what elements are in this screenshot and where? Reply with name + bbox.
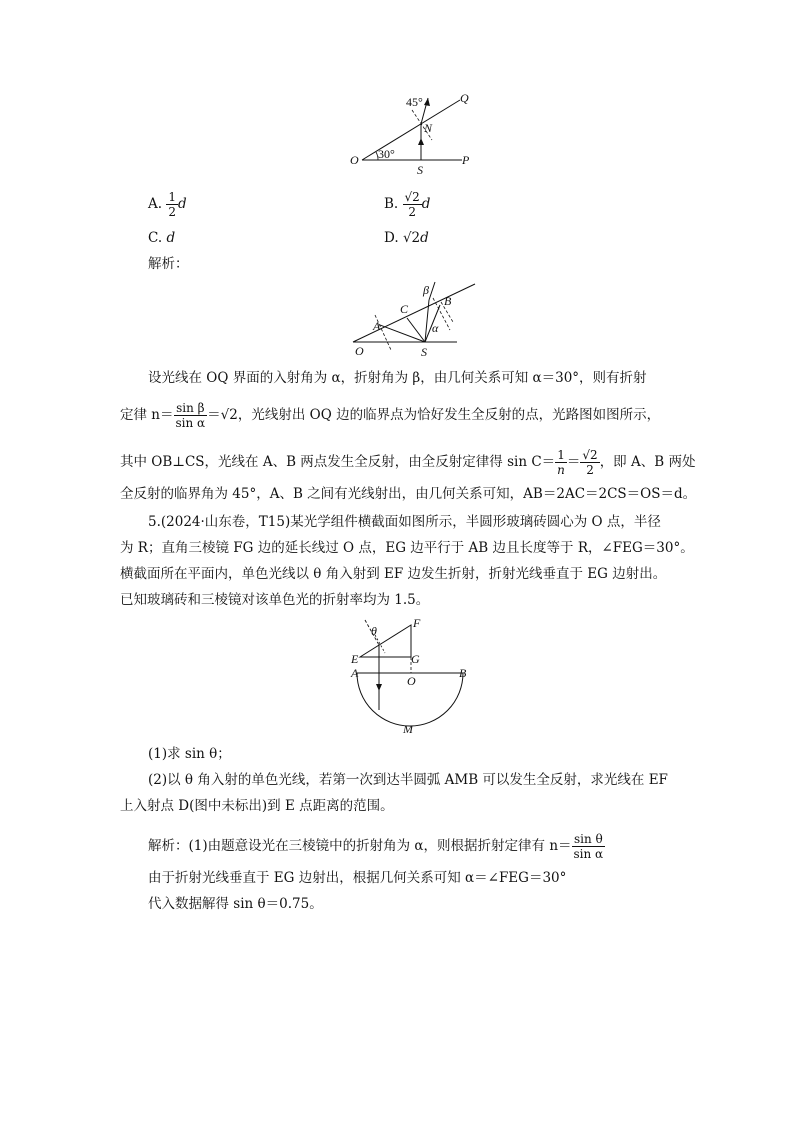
- label-O: O: [407, 674, 416, 688]
- solution-line2: 由于折射光线垂直于 EG 边射出，根据几何关系可知 α＝∠FEG＝30°: [148, 870, 567, 886]
- figure-3-diagram: [345, 615, 475, 735]
- option-a: A. $\frac{1}{2}$ d: [148, 190, 187, 219]
- label-beta: β: [423, 283, 429, 297]
- figure-1-diagram: [340, 90, 480, 180]
- label-theta: θ: [371, 624, 377, 638]
- label-O: O: [355, 344, 364, 358]
- label-O: O: [350, 153, 359, 167]
- label-S: S: [417, 163, 423, 177]
- label-E: E: [351, 652, 359, 666]
- solution-line3: 代入数据解得 sin θ＝0.75。: [148, 896, 323, 912]
- option-b: B. $\frac{√2}{2}$ d: [384, 190, 431, 219]
- para1-line1: 设光线在 OQ 界面的入射角为 α，折射角为 β，由几何关系可知 α＝30°，则有折射: [148, 370, 647, 386]
- label-F: F: [413, 616, 421, 630]
- label-A: A: [373, 319, 381, 333]
- label-S: S: [421, 345, 427, 359]
- para1-line4: 全反射的临界角为 45°，A、B 之间有光线射出，由几何关系可知，AB＝2AC＝2CS＝OS＝d。: [120, 486, 697, 502]
- problem5-line2: 为 R；直角三棱镜 FG 边的延长线过 O 点，EG 边平行于 AB 边且长度等于 R，∠FEG＝30°。: [120, 540, 694, 556]
- prism-EFG: [360, 625, 411, 657]
- label-B: B: [459, 666, 467, 680]
- problem5-line4: 已知玻璃砖和三棱镜对该单色光的折射率均为 1.5。: [120, 592, 430, 608]
- exit-arrow: [424, 98, 430, 106]
- analysis-label-1: 解析：: [148, 256, 189, 272]
- line-OB: [353, 284, 475, 342]
- option-d: D. √2d: [384, 230, 429, 246]
- question-2-line2: 上入射点 D(图中未标出)到 E 点距离的范围。: [120, 798, 394, 814]
- option-c: C. d: [148, 230, 176, 246]
- label-Q: Q: [460, 91, 469, 105]
- solution-line1: 解析：(1)由题意设光在三棱镜中的折射角为 α，则根据折射定律有 n＝ $\frac{\text{sin θ}}{\text{sin α}}$: [148, 832, 604, 861]
- label-B: B: [444, 294, 452, 308]
- label-alpha: α: [432, 321, 439, 335]
- problem5-line1: 5.(2024·山东卷，T15)某光学组件横截面如图所示，半圆形玻璃砖圆心为 O 点，半径: [148, 514, 661, 530]
- label-45: 45°: [406, 95, 423, 109]
- para1-line2: 定律 n＝ $\frac{\text{sin β}}{\text{sin α}}$ ＝√2，光线射出 OQ 边的临界点为恰好发生全反射的点，光路图如图所示，: [120, 401, 661, 430]
- label-M: M: [403, 722, 413, 735]
- label-P: P: [462, 153, 470, 167]
- question-2-line1: (2)以 θ 角入射的单色光线，若第一次到达半圆弧 AMB 可以发生全反射，求光线在 EF: [148, 772, 668, 788]
- figure-2-diagram: [345, 280, 480, 360]
- problem5-line3: 横截面所在平面内，单色光线以 θ 角入射到 EF 边发生折射，折射光线垂直于 EG 边射出。: [120, 566, 667, 582]
- question-1: (1)求 sin θ；: [148, 746, 231, 762]
- line-OQ: [362, 100, 460, 160]
- ray-arrow: [418, 138, 424, 145]
- para1-line3: 其中 OB⊥CS，光线在 A、B 两点发生全反射，由全反射定律得 sin C＝ $\frac{1}{n}$ ＝ $\frac{√2}{2}$ ，即 A、B 两处: [120, 448, 696, 477]
- label-A: A: [351, 666, 359, 680]
- label-G: G: [411, 652, 420, 666]
- label-N: N: [424, 121, 433, 135]
- ray-exit: [429, 282, 435, 300]
- label-30: 30°: [378, 147, 395, 161]
- ray-arrow: [376, 684, 382, 691]
- label-C: C: [400, 302, 409, 316]
